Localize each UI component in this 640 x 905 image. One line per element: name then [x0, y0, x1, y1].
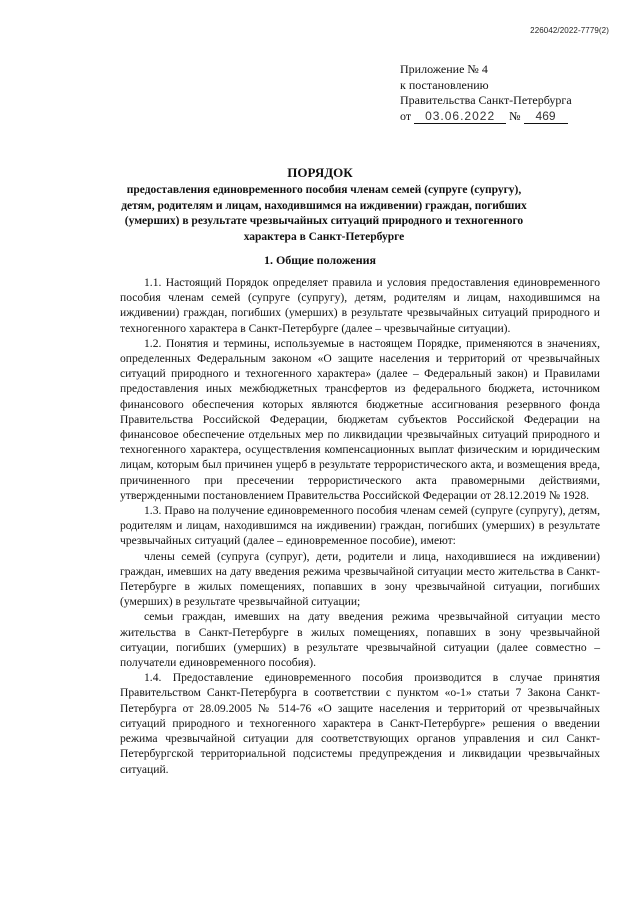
date-value: 03.06.2022	[414, 110, 506, 124]
paragraph-1-1: 1.1. Настоящий Порядок определяет правила и условия предоставления единовременного пособия членам семей (супруге (супругу), детям, родителям и лицам, находившимся на иждивении) граждан, погибших (умерших) в результате чрезвычайных ситуаций природного и техногенного характера в Санкт-Петербурге (далее – чрезвычайные ситуации).	[120, 276, 600, 335]
document-id: 226042/2022-7779(2)	[530, 26, 609, 35]
paragraph-1-3-item-1: члены семей (супруга (супруг), дети, родители и лица, находившиеся на иждивении) граждан, имевших на дату введения режима чрезвычайной ситуации место жительства в Санкт-Петербурге в жилых помещениях, попавших в зону чрезвычайной ситуации, погибших (умерших) в результате чрезвычайной ситуации;	[120, 549, 600, 609]
number-prefix: №	[509, 108, 521, 123]
appendix-block	[400, 62, 620, 124]
number-value: 469	[524, 110, 568, 124]
section-heading: 1. Общие положения	[263, 253, 377, 267]
appendix-line-2: к постановлению	[400, 77, 489, 92]
document-body	[120, 275, 600, 777]
appendix-line-3: Правительства Санкт-Петербурга	[400, 93, 572, 107]
date-prefix: от	[400, 108, 412, 123]
paragraph-1-3: 1.3. Право на получение единовременного пособия членам семей (супруге (супругу), детям, родителям и лицам, находившимся на иждивении) граждан, погибших (умерших) в результате чрезвычайных ситуаций (далее – единовременное пособие), имеют:	[120, 504, 600, 548]
appendix-date-row	[400, 109, 620, 125]
document-title: ПОРЯДОК	[287, 165, 353, 180]
document-subtitle: предоставления единовременного пособия членам семей (супруге (супругу), детям, родителям и лицам, находившимся на иждивении) граждан, погибших (умерших) в результате чрезвычайных ситуаций природного и техногенного характера в Санкт-Петербурге	[121, 184, 527, 243]
paragraph-1-4: 1.4. Предоставление единовременного пособия производится в случае принятия Правительством Санкт-Петербурга в соответствии с пунктом «о-1» статьи 7 Закона Санкт-Петербурга от 28.09.2005 № 514-76 «О защите населения и территорий от чрезвычайных ситуаций природного и техногенного характера в Санкт-Петербурге» решения о введении режима чрезвычайной ситуации для соответствующих органов управления и сил Санкт-Петербургской территориальной подсистемы предупреждения и ликвидации чрезвычайных ситуаций.	[120, 671, 600, 776]
paragraph-1-3-item-2: семьи граждан, имевших на дату введения режима чрезвычайной ситуации место жительства в Санкт-Петербурге в жилых помещениях, попавших в зону чрезвычайной ситуации, погибших (умерших) в результате чрезвычайной ситуации (далее совместно – получатели единовременного пособия).	[120, 610, 600, 670]
appendix-line-1: Приложение № 4	[400, 62, 488, 76]
paragraph-1-2: 1.2. Понятия и термины, используемые в настоящем Порядке, применяются в значениях, определенных Федеральным законом «О защите населения и территорий от чрезвычайных ситуаций природного и техногенного характера» (далее – Федеральный закон) и Правилами предоставления иных межбюджетных трансфертов из федерального бюджета, источником финансового обеспечения которых являются бюджетные ассигнования резервного фонда Правительства Российской Федерации, бюджетам субъектов Российской Федерации на финансовое обеспечение отдельных мер по ликвидации чрезвычайных ситуаций природного и техногенного характера, осуществления компенсационных выплат физическим и юридическим лицам, которым был причинен ущерб в результате террористического акта, и возмещения вреда, причиненного при пресечении террористического акта правомерными действиями, утвержденными постановлением Правительства Российской Федерации от 28.12.2019 № 1928.	[120, 336, 600, 502]
